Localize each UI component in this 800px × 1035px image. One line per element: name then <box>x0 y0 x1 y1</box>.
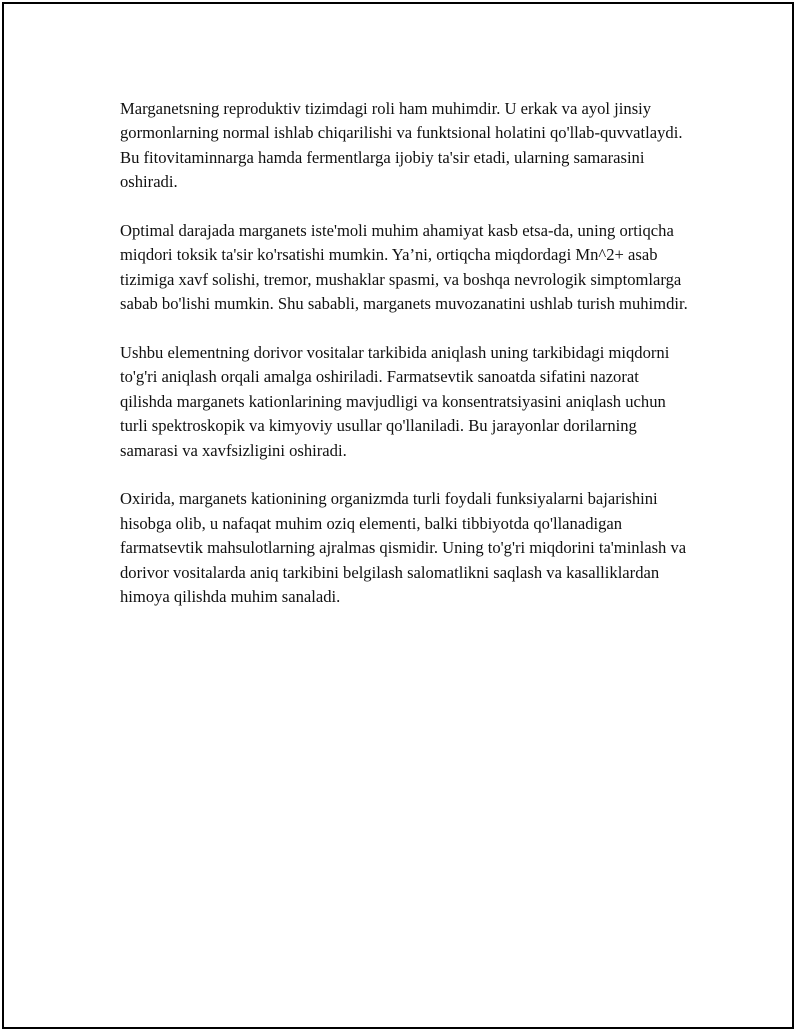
paragraph-4: Oxirida, marganets kationining organizmda turli foydali funksiyalarni bajarishini hisobga olib, u nafaqat muhim oziq elementi, balki tibbiyotda qo'llanadigan farmatsevtik mahsulotlarning ajralmas qismidir. Uning to'g'ri miqdorini ta'minlash va dorivor vositalarda aniq tarkibini belgilash salomatlikni saqlash va kasalliklardan himoya qilishda muhim sanaladi. <box>120 489 687 607</box>
paragraph-1: Marganetsning reproduktiv tizimdagi roli ham muhimdir. U erkak va ayol jinsiy gormonlarning normal ishlab chiqarilishi va funktsional holatini qo'llab-quvvatlaydi. Bu fitovitaminnarga hamda fermentlarga ijobiy ta'sir etadi, ularning samarasini oshiradi. <box>120 99 683 192</box>
document-page <box>2 2 794 1029</box>
paragraph-3: Ushbu elementning dorivor vositalar tarkibida aniqlash uning tarkibidagi miqdorni to'g'ri aniqlash orqali amalga oshiriladi. Farmatsevtik sanoatda sifatini nazorat qilishda marganets kationlarining mavjudligi va konsentratsiyasini aniqlash uchun turli spektroskopik va kimyoviy usullar qo'llaniladi. Bu jarayonlar dorilarning samarasi va xavfsizligini oshiradi. <box>120 343 670 460</box>
paragraph-2: Optimal darajada marganets iste'moli muhim ahamiyat kasb etsa-da, uning ortiqcha miqdori toksik ta'sir ko'rsatishi mumkin. Ya’ni, ortiqcha miqdordagi Mn^2+ asab tizimiga xavf solishi, tremor, mushaklar spasmi, va boshqa nevrologik simptomlarga sabab bo'lishi mumkin. Shu sababli, marganets muvozanatini ushlab turish muhimdir. <box>120 221 688 314</box>
document-body <box>120 97 690 634</box>
